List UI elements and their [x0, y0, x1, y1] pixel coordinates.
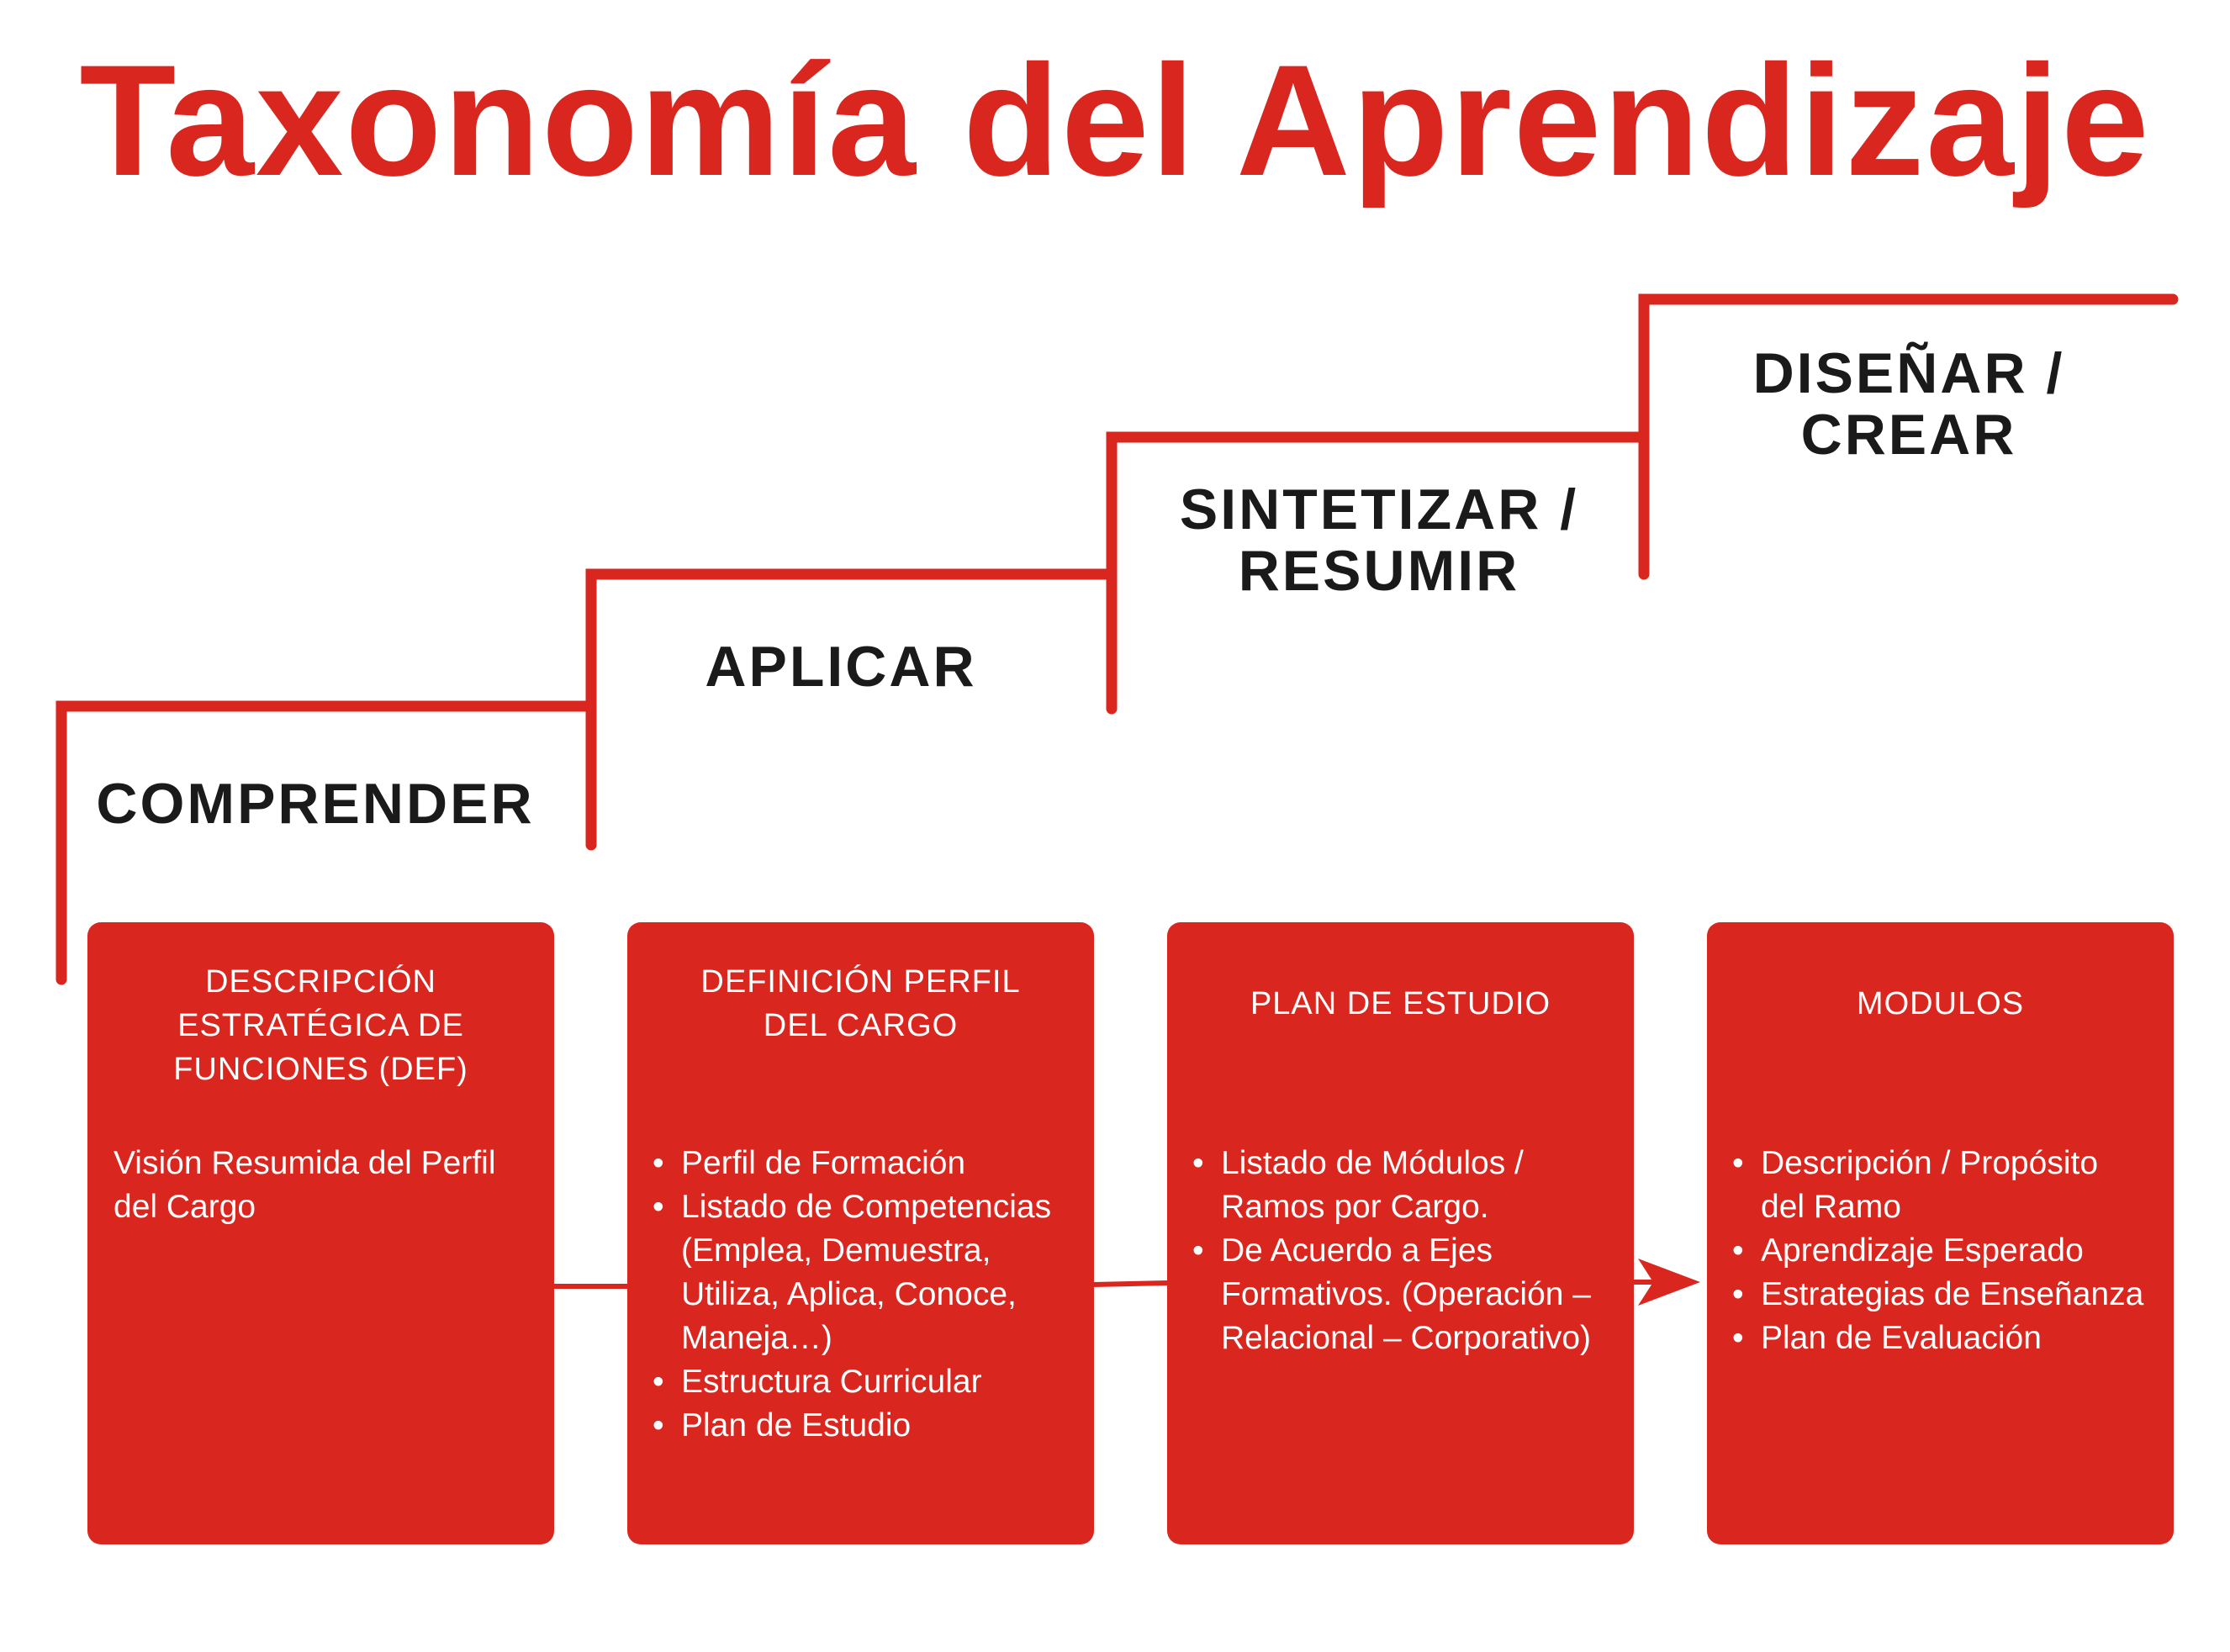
- list-item: • Perfil de Formación: [651, 1142, 1070, 1185]
- box-plan-estudio: [1167, 922, 1634, 1544]
- bullet-list: [651, 1142, 1070, 1448]
- bullet-list: [1731, 1142, 2150, 1360]
- list-item: • Descripción / Propósito del Ramo: [1731, 1142, 2150, 1229]
- page-title: Taxonomía del Aprendizaje: [79, 32, 2151, 208]
- step-label-comprender: COMPRENDER: [96, 772, 535, 836]
- box-modulos: [1707, 922, 2174, 1544]
- bullet-list: [1191, 1142, 1610, 1360]
- connector-line-2: [1093, 1283, 1167, 1285]
- list-item: • Listado de Competencias (Emplea, Demuestra, Utiliza, Aplica, Conoce, Maneja…): [651, 1185, 1070, 1360]
- list-item: • Aprendizaje Esperado: [1731, 1229, 2150, 1273]
- list-item: • Plan de Evaluación: [1731, 1317, 2150, 1360]
- step-label-sintetizar: SINTETIZAR / RESUMIR: [1179, 478, 1579, 604]
- box-title: DESCRIPCIÓN ESTRATÉGICA DE FUNCIONES (DEF): [173, 964, 468, 1087]
- list-item: • De Acuerdo a Ejes Formativos. (Operación – Relacional – Corporativo): [1191, 1229, 1610, 1360]
- step-label-disenar: DISEÑAR / CREAR: [1752, 341, 2065, 467]
- box-def: [87, 922, 554, 1544]
- box-title: MODULOS: [1856, 986, 2025, 1021]
- list-item: • Estructura Curricular: [651, 1360, 1070, 1404]
- box-perfil-cargo: [627, 922, 1094, 1544]
- step-label-aplicar: APLICAR: [705, 635, 977, 699]
- box-title: DEFINICIÓN PERFIL DEL CARGO: [700, 964, 1021, 1043]
- list-item: • Plan de Estudio: [651, 1404, 1070, 1448]
- list-item: • Listado de Módulos / Ramos por Cargo.: [1191, 1142, 1610, 1229]
- box-title: PLAN DE ESTUDIO: [1250, 986, 1551, 1021]
- list-item: • Estrategias de Enseñanza: [1731, 1273, 2150, 1317]
- box-body-text: Visión Resumida del Perfil del Cargo: [114, 1145, 496, 1225]
